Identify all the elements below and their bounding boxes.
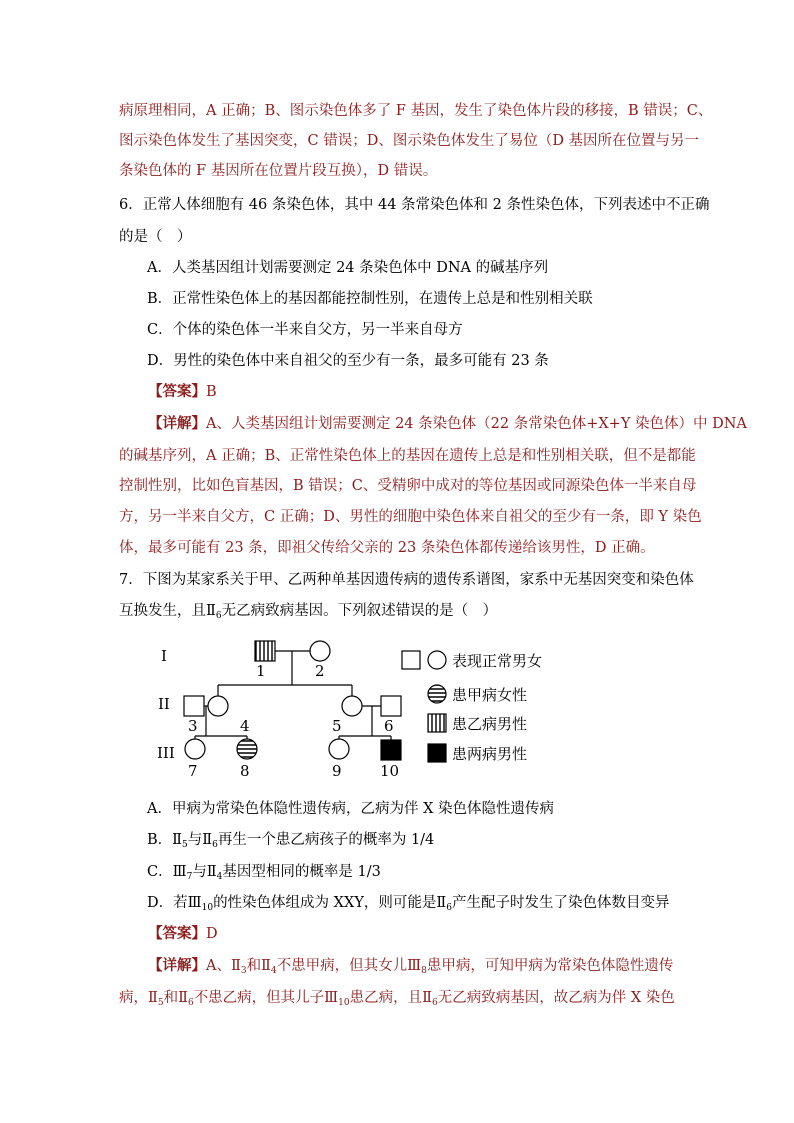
subscript: 7: [186, 872, 193, 882]
id-label-2: 2: [315, 662, 325, 680]
q7-option-c: [147, 862, 381, 882]
subscript: 4: [216, 872, 223, 882]
text-part: C．Ⅲ: [147, 864, 187, 880]
legend-affected-b-label: 患乙病男性: [452, 715, 528, 733]
id-label-9: 9: [332, 762, 342, 780]
text-part: 患乙病，且Ⅱ: [349, 990, 432, 1006]
text-part: 产生配子时发生了染色体数目变异: [451, 895, 670, 911]
text-part: 无乙病致病基因，故乙病为伴 X 染色: [437, 990, 675, 1006]
q6-detail-line-4: 方，另一半来自父方，C 正确；D、男性的细胞中染色体来自祖父的至少有一条，即 Y 染色: [119, 509, 702, 525]
id-label-5: 5: [332, 717, 342, 735]
subscript: 10: [338, 998, 350, 1008]
q6-detail-line-3: 控制性别，比如色盲基因，B 错误；C、受精卵中成对的等位基因或同源染色体一半来自母: [119, 478, 697, 494]
text-part: 和Ⅱ: [163, 990, 188, 1006]
text-part: 和Ⅱ: [246, 958, 271, 974]
id-label-1: 1: [256, 662, 266, 680]
explanation-line-1: 病原理相同，A 正确；B、图示染色体多了 F 基因，发生了染色体片段的移接，B 错误；C、: [119, 103, 713, 119]
text-part: B．Ⅱ: [147, 832, 183, 848]
q7-stem-line-1: 7．下图为某家系关于甲、乙两种单基因遗传病的遗传系谱图，家系中无基因突变和染色体: [119, 572, 694, 588]
individual-7-normal-female: [185, 739, 205, 759]
individual-1-affected-b-male: [255, 641, 275, 661]
answer-label: 【答案】: [148, 925, 206, 942]
q7-option-b: [147, 830, 434, 850]
q7-option-a: A．甲病为常染色体隐性遗传病，乙病为伴 X 染色体隐性遗传病: [147, 801, 555, 817]
subscript: 6: [431, 998, 438, 1008]
id-label-8: 8: [240, 762, 250, 780]
text-part: 病，Ⅱ: [119, 990, 158, 1006]
q6-stem-line-2: 的是（ ）: [119, 229, 192, 245]
q7-stem-line-2: [119, 601, 497, 621]
subscript: 6: [212, 840, 218, 850]
q6-detail-line-2: 的碱基序列，A 正确；B、正常性染色体上的基因在遗传上总是和性别相关联，但不是都能: [119, 448, 696, 464]
individual-6-normal-male: [381, 696, 401, 716]
answer-label: 【答案】: [148, 383, 206, 400]
individual-3-normal-male: [184, 696, 204, 716]
id-label-4: 4: [240, 717, 250, 735]
individual-10-affected-both-male: [381, 740, 401, 760]
generation-label-i: I: [161, 647, 167, 665]
q7-stem-sub: 6: [215, 611, 222, 621]
id-label-10: 10: [380, 762, 400, 780]
q7-detail-line-2: [119, 988, 675, 1008]
text-part: 与Ⅱ: [187, 832, 213, 848]
text-part: D．若Ⅲ: [147, 895, 202, 911]
legend-normal-female-icon: [428, 651, 446, 669]
detail-label: 【详解】: [148, 957, 206, 974]
text-part: 与Ⅱ: [192, 864, 217, 880]
subscript: 6: [187, 998, 194, 1008]
q6-option-b: B．正常性染色体上的基因都能控制性别，在遗传上总是和性别相关联: [147, 291, 593, 307]
legend-affected-a-label: 患甲病女性: [452, 686, 528, 704]
subscript: 3: [240, 966, 247, 976]
legend-affected-both-label: 患两病男性: [452, 745, 528, 763]
q7-answer: [148, 924, 218, 944]
subscript: 10: [201, 903, 214, 913]
subscript: 5: [182, 840, 188, 850]
q7-stem-part: 无乙病致病基因。下列叙述错误的是（ ）: [221, 603, 498, 619]
legend-normal-male-icon: [402, 651, 420, 669]
id-label-3: 3: [188, 717, 198, 735]
legend-affected-b-male-icon: [428, 714, 446, 732]
q7-option-d: [147, 893, 669, 913]
text-part: 再生一个患乙病孩子的概率为 1/4: [217, 832, 435, 848]
legend-affected-both-male-icon: [428, 744, 446, 762]
text-part: 的性染色体组成为 XXY，则可能是Ⅱ: [213, 895, 447, 911]
pedigree-diagram: [150, 635, 570, 785]
q6-detail-line-1: [148, 414, 747, 434]
text-part: 基因型相同的概率是 1/3: [222, 864, 381, 880]
text-part: A、Ⅱ: [206, 958, 241, 974]
q6-option-d: D．男性的染色体中来自祖父的至少有一条，最多可能有 23 条: [147, 353, 549, 369]
subscript: 6: [446, 903, 452, 913]
q6-option-c: C．个体的染色体一半来自父方，另一半来自母方: [147, 322, 463, 338]
answer-value: B: [206, 384, 217, 400]
detail-label: 【详解】: [148, 415, 206, 432]
answer-value: D: [206, 926, 218, 942]
subscript: 4: [270, 966, 277, 976]
individual-5-normal-female: [342, 696, 362, 716]
q7-detail-line-1: [148, 956, 673, 976]
explanation-line-3: 条染色体的 F 基因所在位置片段互换），D 错误。: [119, 163, 438, 179]
generation-label-ii: II: [158, 695, 170, 713]
legend-normal-label: 表现正常男女: [452, 652, 543, 670]
q7-stem-part: 互换发生，且Ⅱ: [119, 603, 216, 619]
subscript: 8: [421, 966, 427, 976]
id-label-6: 6: [384, 717, 394, 735]
legend-affected-a-female-icon: [428, 685, 446, 703]
text-part: 患甲病，可知甲病为常染色体隐性遗传: [426, 958, 674, 974]
subscript: 5: [157, 998, 164, 1008]
q6-answer: [148, 382, 217, 402]
individual-8-affected-a-female: [237, 739, 257, 759]
individual-2-normal-female: [310, 641, 330, 661]
detail-text: A、人类基因组计划需要测定 24 条染色体（22 条常染色体+X+Y 染色体）中 DNA: [206, 416, 747, 432]
text-part: 不患乙病，但其儿子Ⅲ: [193, 990, 339, 1006]
individual-4-normal-female: [208, 696, 228, 716]
q6-stem-line-1: 6．正常人体细胞有 46 条染色体，其中 44 条常染色体和 2 条性染色体，下列表述中不正确: [119, 197, 710, 213]
individual-9-normal-female: [329, 739, 349, 759]
id-label-7: 7: [188, 762, 198, 780]
q6-option-a: A．人类基因组计划需要测定 24 条染色体中 DNA 的碱基序列: [147, 260, 549, 276]
explanation-line-2: 图示染色体发生了基因突变，C 错误；D、图示染色体发生了易位（D 基因所在位置与另一: [119, 133, 700, 149]
text-part: 不患甲病，但其女儿Ⅲ: [276, 958, 422, 974]
q6-detail-line-5: 体，最多可能有 23 条，即祖父传给父亲的 23 条染色体都传递给该男性，D 正确。: [119, 540, 655, 556]
generation-label-iii: III: [157, 744, 175, 762]
